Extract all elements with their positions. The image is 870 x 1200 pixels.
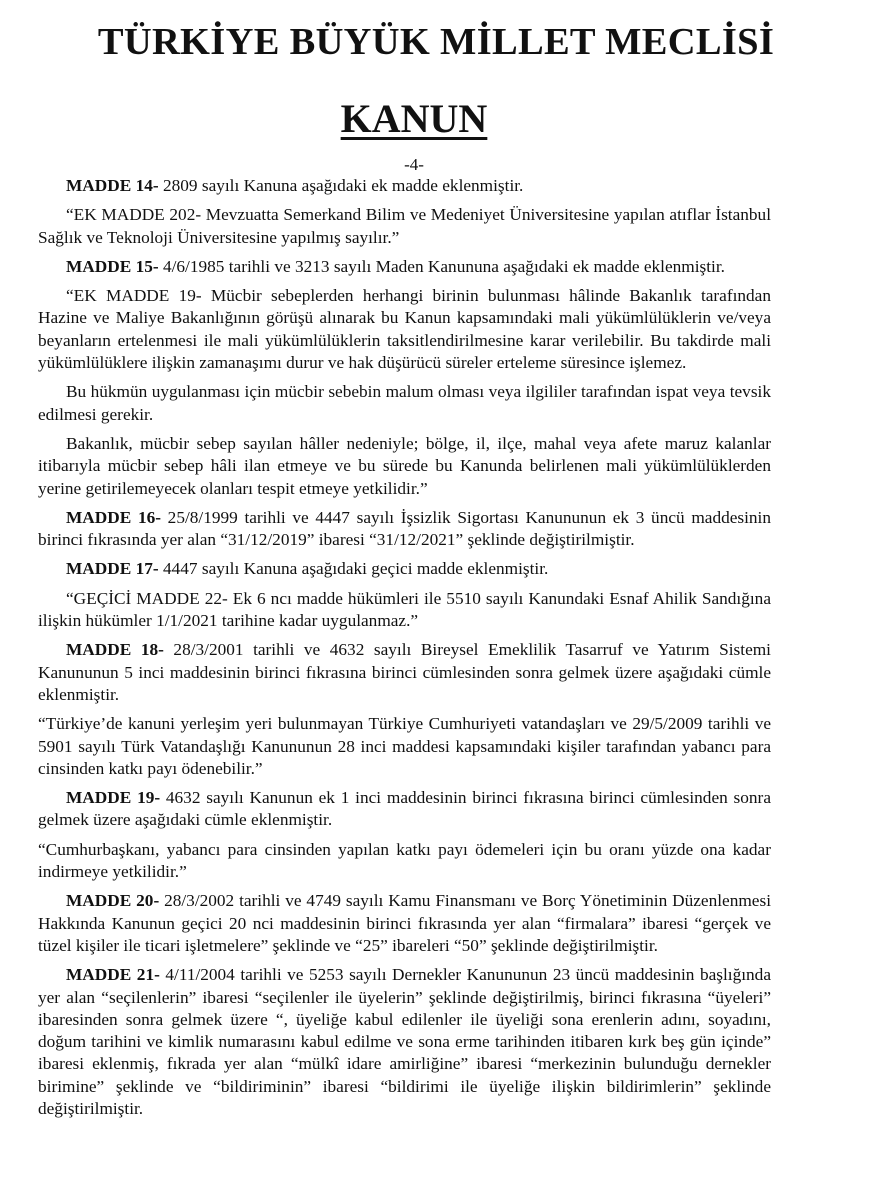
document-body: [38, 175, 771, 1120]
paragraph-text: 25/8/1999 tarihli ve 4447 sayılı İşsizlik Sigortası Kanununun ek 3 üncü maddesinin birinci fıkrasında yer alan “31/12/2019” ibaresi “31/12/2021” şeklinde değiştirilmiştir.: [38, 507, 772, 550]
paragraph-text: 28/3/2001 tarihli ve 4632 sayılı Bireysel Emeklilik Tasarruf ve Yatırım Sistemi Kanununun 5 inci maddesinin birinci fıkrasına birinci cümlesinden sonra gelmek üzere aşağıdaki cümle eklenmiştir.: [38, 640, 771, 704]
paragraph: [38, 588, 771, 633]
paragraph-text: 4/11/2004 tarihli ve 5253 sayılı Dernekler Kanununun 23 üncü maddesinin başlığında yer alan “seçilenlerin” ibaresi “seçilenler ile üyelerin” şeklinde değiştirilmiş, birinci fıkrasına “üyeleri” ibaresinden sonra gelmek üzere “, üyeliğe kabul edilenler ile üyeliği sona erenlerin adını, soyadını, doğum tarihini ve kimlik numarasını kabul edilme ve sona erme tarihinden itibaren kırk beş gün içinde” ibaresi eklenmiş, fıkrada yer alan “mülkî idare amirliğine” ibaresi “merkezinin bulunduğu dernekler birimine” şeklinde ve “bildiriminin” ibaresi “bildirimi ile üyeliğe ilişkin bildirimlerin” şeklinde değiştirilmiştir.: [38, 965, 771, 1118]
paragraph-text: 2809 sayılı Kanuna aşağıdaki ek madde eklenmiştir.: [158, 176, 524, 195]
paragraph-text: “GEÇİCİ MADDE 22- Ek 6 ncı madde hükümleri ile 5510 sayılı Kanundaki Esnaf Ahilik Sandığına ilişkin hükümler 1/1/2021 tarihine kadar uygulanmaz.”: [38, 588, 771, 631]
paragraph-text: 28/3/2002 tarihli ve 4749 sayılı Kamu Finansmanı ve Borç Yönetiminin Düzenlenmesi Hakkında Kanunun geçici 20 nci maddesinin birinci fıkrasında yer alan “firmalara” ibaresi “gerçek ve tüzel kişiler ile ticari işletmelere” şeklinde ve “25” ibareleri “50” şeklinde değiştirilmiştir.: [38, 891, 771, 955]
paragraph: [38, 839, 771, 884]
paragraph-text: “EK MADDE 202- Mevzuatta Semerkand Bilim ve Medeniyet Üniversitesine yapılan atıflar İstanbul Sağlık ve Teknoloji Üniversitesine yapılmış sayılır.”: [38, 205, 771, 247]
paragraph-text: Bakanlık, mücbir sebep sayılan hâller nedeniyle; bölge, il, ilçe, mahal veya afete maruz kalanlar itibarıyla mücbir sebep hâli ilan etmeye ve bu sürede bu Kanunda belirlenen mali yükümlülüklerden yerine getirilemeyecek olanları tespit etmeye yetkilidir.”: [38, 433, 771, 498]
paragraph: [38, 381, 771, 426]
paragraph: [38, 204, 771, 249]
article-label: MADDE 14-: [66, 176, 159, 195]
document-title: TÜRKİYE BÜYÜK MİLLET MECLİSİ: [97, 21, 775, 63]
paragraph: [38, 639, 771, 706]
paragraph: [38, 713, 771, 780]
paragraph: [38, 285, 771, 374]
paragraph: [38, 175, 771, 197]
paragraph-text: “Türkiye’de kanuni yerleşim yeri bulunmayan Türkiye Cumhuriyeti vatandaşları ve 29/5/2009 tarihli ve 5901 sayılı Türk Vatandaşlığı Kanununun 28 inci maddesi kapsamındaki kişiler tarafından yabancı para cinsinden katkı payı ödenebilir.”: [38, 714, 771, 778]
article-label: MADDE 17-: [66, 559, 159, 579]
paragraph: [38, 964, 771, 1120]
article-label: MADDE 15-: [66, 256, 159, 276]
paragraph: [38, 890, 771, 957]
article-label: MADDE 18-: [66, 640, 164, 660]
article-label: MADDE 19-: [66, 788, 161, 808]
paragraph: [38, 433, 771, 500]
paragraph-text: 4447 sayılı Kanuna aşağıdaki geçici madde eklenmiştir.: [158, 559, 549, 579]
paragraph: [38, 507, 771, 552]
paragraph-text: 4/6/1985 tarihli ve 3213 sayılı Maden Kanununa aşağıdaki ek madde eklenmiştir.: [158, 256, 725, 276]
paragraph: [38, 558, 771, 580]
paragraph-text: 4632 sayılı Kanunun ek 1 inci maddesinin birinci fıkrasına birinci cümlesinden sonra gelmek üzere aşağıdaki cümle eklenmiştir.: [38, 788, 771, 830]
article-label: MADDE 16-: [66, 507, 161, 527]
document-subtitle: KANUN: [340, 96, 488, 141]
paragraph: [38, 256, 771, 278]
paragraph-text: “EK MADDE 19- Mücbir sebeplerden herhangi birinin bulunması hâlinde Bakanlık tarafından Hazine ve Maliye Bakanlığının görüşü alınarak bu Kanun kapsamındaki mali yükümlülüklerin ve/veya beyanların ertelenmesi ile mali yükümlülüklerin taksitlendirilmesine karar verilebilir. Bu takdirde mali yükümlülüklere ilişkin zamanaşımı durur ve hak düşürücü süreler erteleme süresince işlemez.: [38, 286, 771, 373]
page-number: -4-: [404, 155, 424, 174]
paragraph-text: “Cumhurbaşkanı, yabancı para cinsinden yapılan katkı payı ödemeleri için bu oranı yüzde ona kadar indirmeye yetkilidir.”: [38, 839, 771, 882]
paragraph: [38, 787, 771, 832]
paragraph-text: Bu hükmün uygulanması için mücbir sebebin malum olması veya ilgililer tarafından ispat veya tevsik edilmesi gerekir.: [38, 382, 771, 424]
article-label: MADDE 20-: [66, 891, 160, 911]
article-label: MADDE 21-: [66, 965, 160, 985]
